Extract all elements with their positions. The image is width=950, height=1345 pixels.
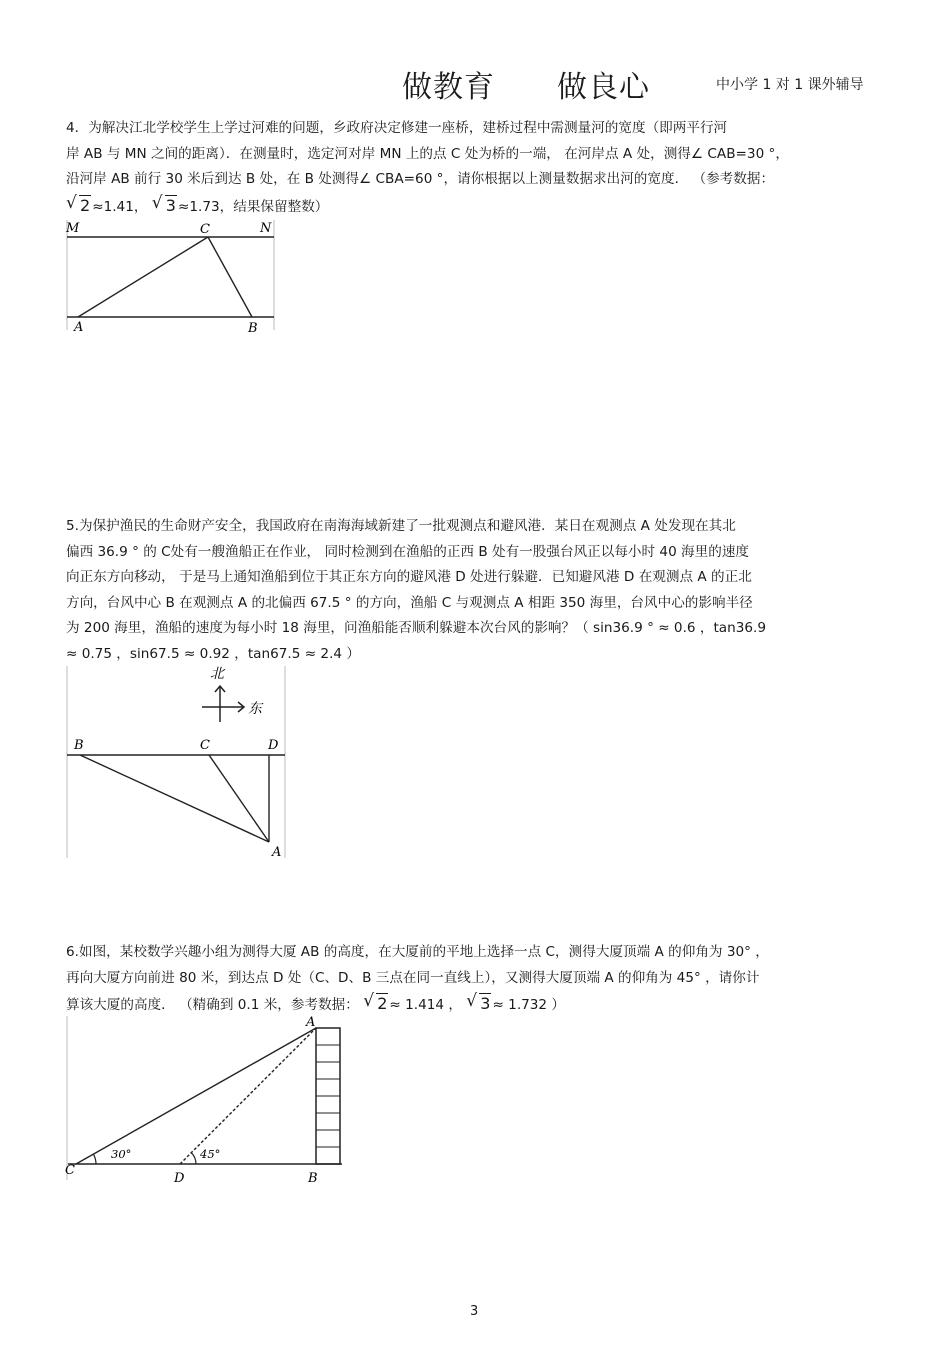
angle-30-label: 30° bbox=[111, 1147, 132, 1161]
label-b: B bbox=[74, 738, 84, 753]
sqrt-symbol bbox=[363, 991, 388, 1019]
segment-bc bbox=[208, 237, 252, 317]
q4-figure bbox=[64, 218, 280, 340]
sight-line-ca bbox=[76, 1028, 316, 1164]
label-d: D bbox=[174, 1171, 185, 1186]
label-m: M bbox=[66, 221, 80, 236]
q6-line: 再向大厦方向前进 80 米，到达点 D 处（C、D、B 三点在同一直线上），又测得大厦顶端 A 的仰角为 45° ，请你计 bbox=[66, 969, 760, 986]
header-subtitle: 中小学 1 对 1 课外辅导 bbox=[716, 77, 864, 93]
slogan-left: 做教育 bbox=[402, 70, 495, 105]
q6-line: 6.如图，某校数学兴趣小组为测得大厦 AB 的高度，在大厦前的平地上选择一点 C，测得大厦顶端 A 的仰角为 30° ， bbox=[66, 944, 769, 960]
sqrt-radicand: 2 bbox=[80, 195, 91, 215]
question-6-text bbox=[66, 940, 886, 1019]
sqrt3-approx: ≈ 1.732 ） bbox=[492, 997, 565, 1013]
label-c: C bbox=[200, 738, 210, 753]
label-n: N bbox=[260, 221, 272, 236]
header-slogan bbox=[402, 62, 650, 106]
q6-diagram bbox=[64, 1012, 346, 1188]
sqrt-radicand: 2 bbox=[377, 994, 388, 1013]
label-c: C bbox=[200, 222, 210, 237]
q5-line: ≈ 0.75 ，sin67.5 ≈ 0.92 ，tan67.5 ≈ 2.4 ） bbox=[66, 645, 360, 662]
q6-figure bbox=[64, 1012, 346, 1192]
q5-line: 偏西 36.9 ° 的 C处有一艘渔船正在作业， 同时检测到在渔船的正西 B 处有一股强台风正以每小时 40 海里的速度 bbox=[66, 543, 750, 560]
sqrt2-approx: ≈1.41， bbox=[92, 198, 148, 215]
question-4-text bbox=[66, 116, 886, 220]
sight-line-da bbox=[180, 1028, 316, 1164]
sqrt-symbol bbox=[66, 193, 91, 221]
label-a: A bbox=[272, 845, 282, 860]
east-label: 东 bbox=[248, 701, 262, 717]
sqrt2-approx: ≈ 1.414 ， bbox=[389, 997, 462, 1013]
sqrt-symbol bbox=[152, 193, 177, 221]
angle-45-label: 45° bbox=[200, 1147, 221, 1161]
angle-arc-30 bbox=[93, 1154, 96, 1164]
q5-line: 向正东方向移动， 于是马上通知渔船到位于其正东方向的避风港 D 处进行躲避．已知避风港 D 在观测点 A 的正北 bbox=[66, 569, 752, 585]
label-b: B bbox=[248, 321, 258, 336]
segment-ac bbox=[78, 237, 208, 317]
q4-line: 4．为解决江北学校学生上学过河难的问题，乡政府决定修建一座桥，建桥过程中需测量河的宽度（即两平行河 bbox=[66, 120, 728, 136]
label-c: C bbox=[65, 1163, 75, 1178]
q4-line: 岸 AB 与 MN 之间的距离）．在测量时，选定河对岸 MN 上的点 C 处为桥的一端， 在河岸点 A 处，测得∠ CAB=30 °， bbox=[66, 145, 789, 162]
angle-arc-45 bbox=[191, 1153, 196, 1164]
sqrt3-approx: ≈1.73，结果保留整数） bbox=[177, 198, 329, 215]
q6-line3-text: 算该大厦的高度． （精确到 0.1 米，参考数据： bbox=[66, 997, 359, 1013]
q5-diagram bbox=[64, 664, 290, 862]
q5-figure bbox=[64, 664, 290, 866]
label-a: A bbox=[306, 1015, 316, 1030]
sqrt-symbol bbox=[466, 991, 491, 1019]
page-number: 3 bbox=[470, 1304, 479, 1319]
slogan-right: 做良心 bbox=[557, 70, 650, 105]
segment-ba bbox=[80, 755, 269, 842]
q5-line: 5.为保护渔民的生命财产安全，我国政府在南海海域新建了一批观测点和避风港．某日在观测点 A 处发现在其北 bbox=[66, 518, 736, 534]
north-label: 北 bbox=[210, 666, 224, 682]
label-d: D bbox=[268, 738, 279, 753]
q4-reference-line bbox=[66, 193, 886, 221]
sqrt-radicand: 3 bbox=[165, 195, 176, 215]
sqrt-radicand: 3 bbox=[480, 994, 491, 1013]
question-5-text bbox=[66, 514, 886, 667]
q5-line: 方向，台风中心 B 在观测点 A 的北偏西 67.5 ° 的方向，渔船 C 与观测点 A 相距 350 海里，台风中心的影响半径 bbox=[66, 594, 753, 611]
q4-diagram bbox=[64, 218, 280, 336]
q4-line: 沿河岸 AB 前行 30 米后到达 B 处，在 B 处测得∠ CBA=60 °，请你根据以上测量数据求出河的宽度． （参考数据： bbox=[66, 171, 775, 187]
label-b: B bbox=[308, 1171, 318, 1186]
q5-line: 为 200 海里，渔船的速度为每小时 18 海里，问渔船能否顺利躲避本次台风的影响？（ sin36.9 ° ≈ 0.6 ，tan36.9 bbox=[66, 620, 767, 636]
label-a: A bbox=[74, 320, 84, 335]
